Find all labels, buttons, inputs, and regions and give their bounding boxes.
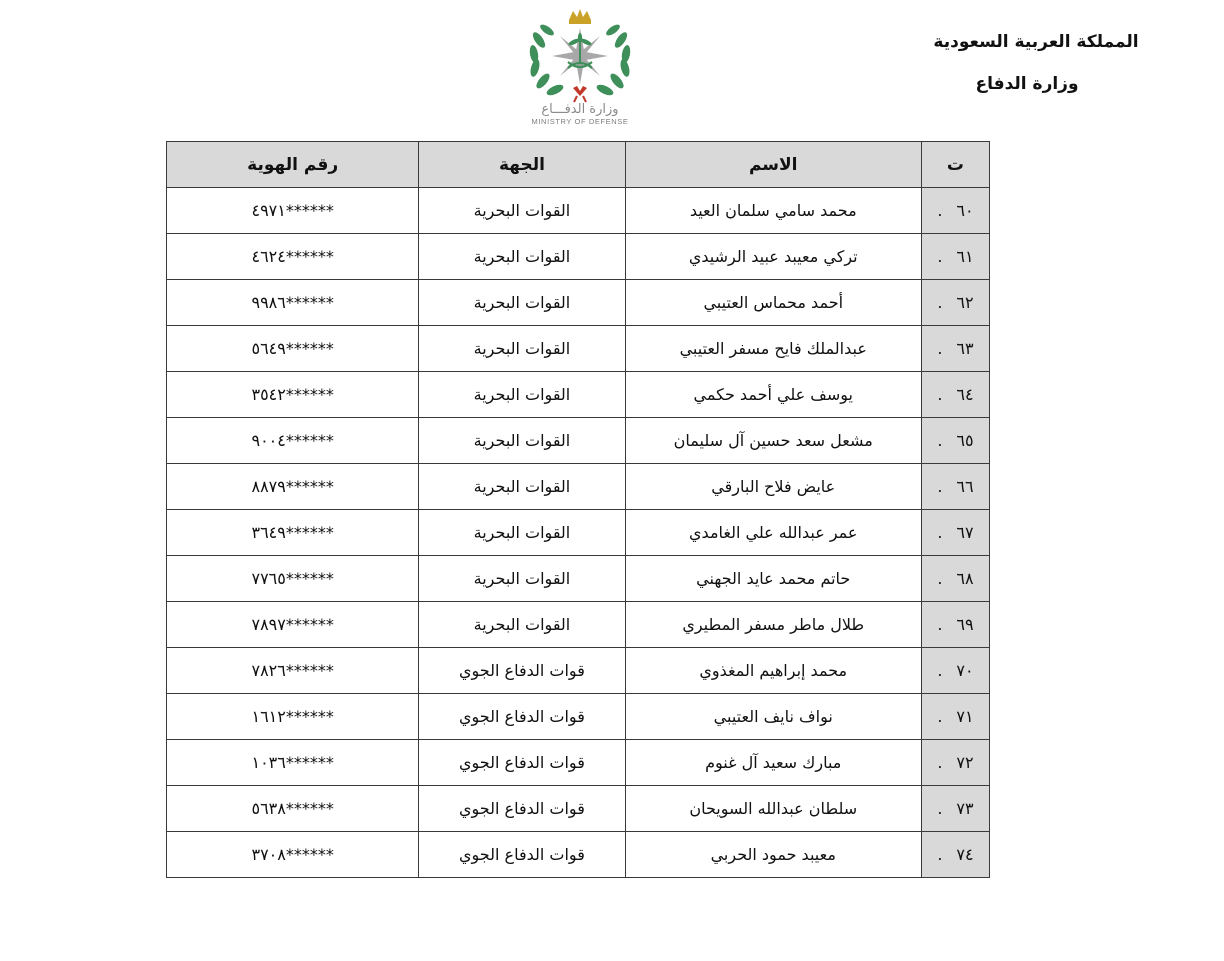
row-marker: . — [937, 707, 943, 726]
logo-arabic-text: وزارة الدفـــاع — [541, 102, 619, 117]
column-header-t: ت — [921, 142, 989, 188]
row-number: ٦٣ — [956, 339, 974, 358]
table-row — [167, 326, 990, 372]
row-number: ٧١ — [956, 707, 974, 726]
id-number-cell: ******٩٩٨٦ — [167, 280, 419, 326]
entity-cell: قوات الدفاع الجوي — [419, 694, 625, 740]
id-number-cell: ******٧٨٢٦ — [167, 648, 419, 694]
column-header-entity: الجهة — [419, 142, 625, 188]
entity-cell: القوات البحرية — [419, 280, 625, 326]
row-marker: . — [937, 431, 943, 450]
id-number-cell: ******٤٩٧١ — [167, 188, 419, 234]
ministry-emblem-icon — [525, 6, 635, 104]
id-number-cell: ******٥٦٤٩ — [167, 326, 419, 372]
row-marker: . — [937, 201, 943, 220]
row-number-cell — [921, 234, 989, 280]
name-cell: يوسف علي أحمد حكمي — [625, 372, 921, 418]
table-row — [167, 832, 990, 878]
row-number: ٦٢ — [956, 293, 974, 312]
table-row — [167, 280, 990, 326]
name-cell: عمر عبدالله علي الغامدي — [625, 510, 921, 556]
name-cell: مشعل سعد حسين آل سليمان — [625, 418, 921, 464]
id-number-cell: ******١٦١٢ — [167, 694, 419, 740]
name-cell: نواف نايف العتيبي — [625, 694, 921, 740]
row-number-cell — [921, 510, 989, 556]
row-number: ٦٩ — [956, 615, 974, 634]
row-number: ٧٣ — [956, 799, 974, 818]
row-number-cell — [921, 786, 989, 832]
id-number-cell: ******٥٦٣٨ — [167, 786, 419, 832]
roster-body — [167, 188, 990, 878]
name-cell: تركي معيبد عبيد الرشيدي — [625, 234, 921, 280]
row-number: ٦٧ — [956, 523, 974, 542]
row-number: ٦٦ — [956, 477, 974, 496]
name-cell: سلطان عبدالله السويحان — [625, 786, 921, 832]
row-marker: . — [937, 661, 943, 680]
row-number: ٧٤ — [956, 845, 974, 864]
table-header-row — [167, 142, 990, 188]
id-number-cell: ******٧٧٦٥ — [167, 556, 419, 602]
id-number-cell: ******٤٦٢٤ — [167, 234, 419, 280]
row-number-cell — [921, 832, 989, 878]
row-number-cell — [921, 188, 989, 234]
table-row — [167, 556, 990, 602]
table-row — [167, 648, 990, 694]
row-number-cell — [921, 740, 989, 786]
row-marker: . — [937, 523, 943, 542]
name-cell: مبارك سعيد آل غنوم — [625, 740, 921, 786]
name-cell: محمد سامي سلمان العيد — [625, 188, 921, 234]
table-row — [167, 188, 990, 234]
row-marker: . — [937, 247, 943, 266]
entity-cell: القوات البحرية — [419, 510, 625, 556]
row-marker: . — [937, 799, 943, 818]
name-cell: معيبد حمود الحربي — [625, 832, 921, 878]
column-header-name: الاسم — [625, 142, 921, 188]
entity-cell: قوات الدفاع الجوي — [419, 786, 625, 832]
ministry-title: وزارة الدفاع — [975, 74, 1079, 94]
row-marker: . — [937, 753, 943, 772]
row-number-cell — [921, 556, 989, 602]
ministry-logo — [518, 6, 642, 134]
name-cell: عبدالملك فايح مسفر العتيبي — [625, 326, 921, 372]
id-number-cell: ******٩٠٠٤ — [167, 418, 419, 464]
row-number: ٦٠ — [956, 201, 974, 220]
row-number: ٦٨ — [956, 569, 974, 588]
row-number: ٦١ — [956, 247, 974, 266]
table-row — [167, 602, 990, 648]
entity-cell: القوات البحرية — [419, 326, 625, 372]
entity-cell: قوات الدفاع الجوي — [419, 648, 625, 694]
row-marker: . — [937, 615, 943, 634]
entity-cell: القوات البحرية — [419, 188, 625, 234]
row-number: ٧٠ — [956, 661, 974, 680]
id-number-cell: ******٣٧٠٨ — [167, 832, 419, 878]
table-row — [167, 694, 990, 740]
row-number: ٦٥ — [956, 431, 974, 450]
row-number: ٧٢ — [956, 753, 974, 772]
id-number-cell: ******٣٦٤٩ — [167, 510, 419, 556]
row-marker: . — [937, 569, 943, 588]
table-row — [167, 372, 990, 418]
letterhead — [926, 28, 1146, 98]
id-number-cell: ******٣٥٤٢ — [167, 372, 419, 418]
id-number-cell: ******٨٨٧٩ — [167, 464, 419, 510]
name-cell: عايض فلاح البارقي — [625, 464, 921, 510]
entity-cell: القوات البحرية — [419, 602, 625, 648]
entity-cell: القوات البحرية — [419, 234, 625, 280]
name-cell: حاتم محمد عايد الجهني — [625, 556, 921, 602]
entity-cell: القوات البحرية — [419, 418, 625, 464]
row-number-cell — [921, 326, 989, 372]
table-row — [167, 234, 990, 280]
table-row — [167, 510, 990, 556]
row-marker: . — [937, 293, 943, 312]
row-marker: . — [937, 339, 943, 358]
row-number-cell — [921, 280, 989, 326]
name-cell: محمد إبراهيم المغذوي — [625, 648, 921, 694]
entity-cell: القوات البحرية — [419, 556, 625, 602]
row-number-cell — [921, 464, 989, 510]
row-number-cell — [921, 418, 989, 464]
row-number: ٦٤ — [956, 385, 974, 404]
row-number-cell — [921, 648, 989, 694]
row-number-cell — [921, 694, 989, 740]
column-header-id: رقم الهوية — [167, 142, 419, 188]
entity-cell: قوات الدفاع الجوي — [419, 832, 625, 878]
id-number-cell: ******٧٨٩٧ — [167, 602, 419, 648]
table-row — [167, 740, 990, 786]
row-marker: . — [937, 385, 943, 404]
kingdom-title: المملكة العربية السعودية — [933, 32, 1139, 52]
name-cell: أحمد محماس العتيبي — [625, 280, 921, 326]
name-cell: طلال ماطر مسفر المطيري — [625, 602, 921, 648]
logo-english-text: MINISTRY OF DEFENSE — [531, 117, 629, 126]
table-row — [167, 786, 990, 832]
row-number-cell — [921, 372, 989, 418]
row-marker: . — [937, 477, 943, 496]
entity-cell: القوات البحرية — [419, 372, 625, 418]
entity-cell: القوات البحرية — [419, 464, 625, 510]
table-row — [167, 464, 990, 510]
roster-table — [166, 141, 990, 878]
row-marker: . — [937, 845, 943, 864]
id-number-cell: ******١٠٣٦ — [167, 740, 419, 786]
table-row — [167, 418, 990, 464]
entity-cell: قوات الدفاع الجوي — [419, 740, 625, 786]
row-number-cell — [921, 602, 989, 648]
